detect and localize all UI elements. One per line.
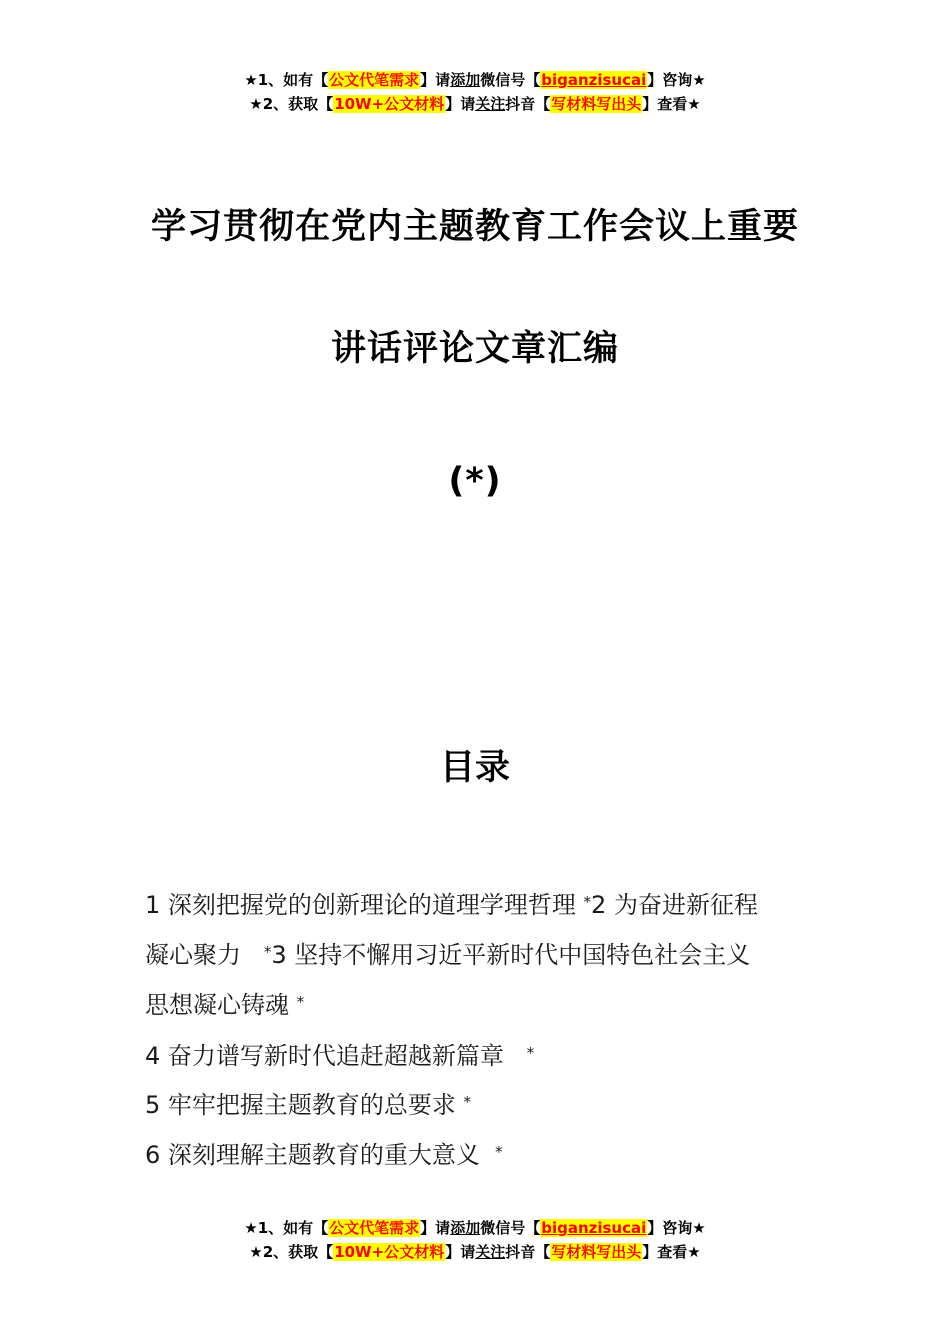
promo-underlined-text: 关注 [475, 1243, 506, 1261]
promo-suffix: 】咨询★ [647, 71, 706, 89]
toc-entry-text: 5 牢牢把握主题教育的总要求 [145, 1091, 456, 1119]
promo-text: 】请 [420, 1219, 451, 1237]
promo-highlight-service: 公文代笔需求 [329, 1219, 420, 1237]
toc-entry-text: 3 坚持不懈用习近平新时代中国特色社会主义 [271, 941, 751, 969]
document-title-line-2: 讲话评论文章汇编 [330, 329, 619, 369]
promo-suffix: 】咨询★ [647, 1219, 706, 1237]
toc-entry-text: 2 为奋进新征程 [591, 891, 758, 919]
toc-page-marker: * [583, 893, 592, 911]
promo-text: 抖音【 [505, 1243, 551, 1261]
promo-text: 】请 [445, 95, 476, 113]
toc-page-marker: * [495, 1143, 503, 1161]
toc-page-marker: * [296, 993, 305, 1011]
promo-underlined-text: 添加 [450, 1219, 481, 1237]
promo-text: 微信号【 [480, 71, 541, 89]
promo-line-1 [0, 1216, 950, 1240]
toc-line [145, 1135, 825, 1170]
promo-line-2 [0, 92, 950, 116]
toc-entry-text: 4 奋力谱写新时代追赶超越新篇章 [145, 1042, 504, 1070]
promo-line-1 [0, 68, 950, 92]
promo-prefix: ★1、如有【 [244, 1219, 329, 1237]
promo-prefix: ★2、获取【 [249, 1243, 334, 1261]
toc-entry-text: 1 深刻把握党的创新理论的道理学理哲理 [145, 891, 576, 919]
promo-text: 】请 [445, 1243, 476, 1261]
promo-text: 抖音【 [505, 95, 551, 113]
promo-douyin-account: 写材料写出头 [551, 1243, 642, 1261]
promo-suffix: 】查看★ [642, 1243, 701, 1261]
promo-footer-bottom [0, 1216, 950, 1264]
toc-page-marker: * [263, 943, 272, 961]
promo-douyin-account: 写材料写出头 [551, 95, 642, 113]
promo-header-top [0, 68, 950, 116]
promo-wechat-id[interactable]: biganzisucai [541, 1219, 647, 1237]
promo-highlight-service: 公文代笔需求 [329, 71, 420, 89]
promo-suffix: 】查看★ [642, 95, 701, 113]
promo-wechat-id[interactable]: biganzisucai [541, 71, 647, 89]
promo-line-2 [0, 1240, 950, 1264]
promo-prefix: ★1、如有【 [244, 71, 329, 89]
toc-heading: 目录 [439, 748, 510, 788]
promo-text: 微信号【 [480, 1219, 541, 1237]
document-title-line-1: 学习贯彻在党内主题教育工作会议上重要 [150, 207, 799, 247]
document-title-line-3: (*) [448, 461, 502, 501]
toc-line [145, 1085, 825, 1120]
promo-highlight-materials: 10W+公文材料 [334, 1243, 445, 1261]
toc-line [145, 935, 825, 970]
toc-entry-text: 凝心聚力 [145, 941, 241, 969]
toc-line [145, 985, 825, 1020]
toc-page-marker: * [463, 1093, 472, 1111]
promo-underlined-text: 关注 [475, 95, 506, 113]
toc-line [145, 1036, 825, 1071]
promo-text: 】请 [420, 71, 451, 89]
toc-entry-text: 思想凝心铸魂 [145, 991, 289, 1019]
promo-underlined-text: 添加 [450, 71, 481, 89]
toc-page-marker: * [526, 1044, 535, 1062]
promo-prefix: ★2、获取【 [249, 95, 334, 113]
promo-highlight-materials: 10W+公文材料 [334, 95, 445, 113]
toc-entry-text: 6 深刻理解主题教育的重大意义 [145, 1141, 480, 1169]
toc-line [145, 885, 825, 920]
